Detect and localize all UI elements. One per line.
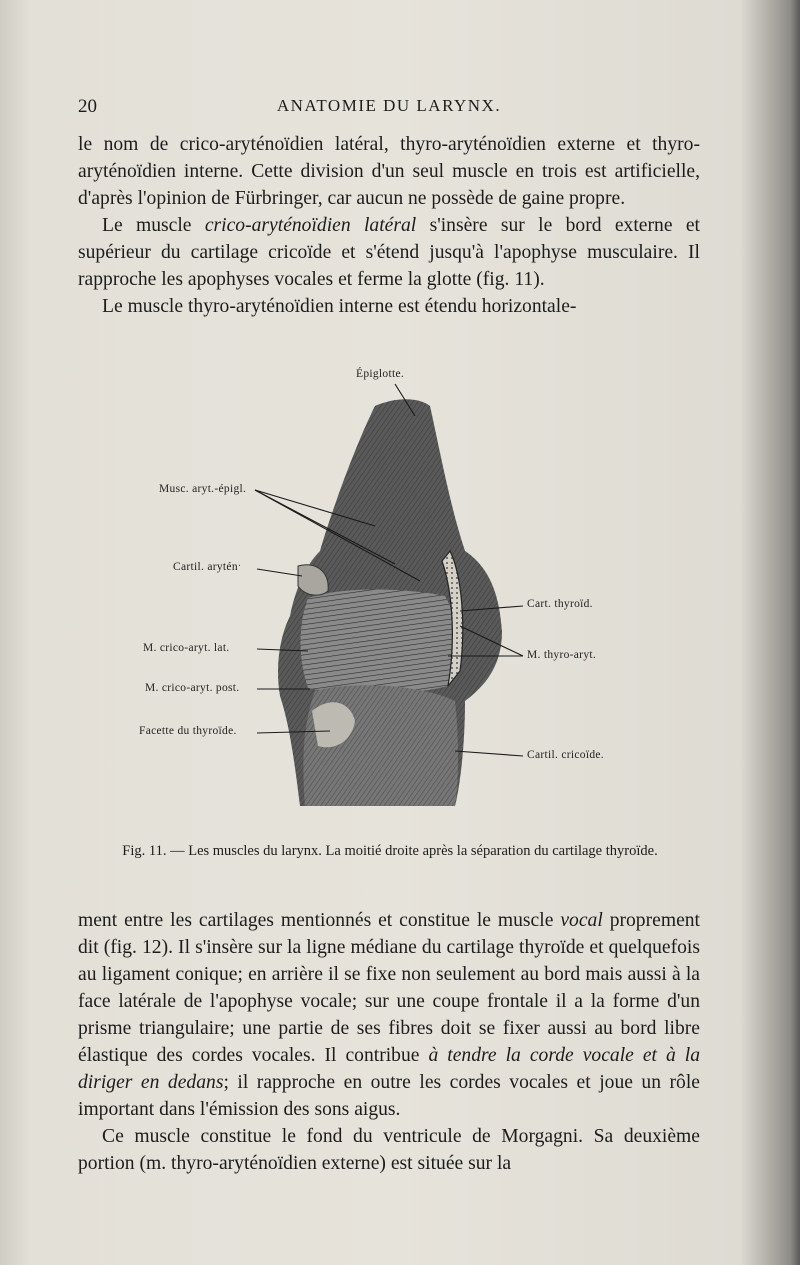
text-run: ; il rapproche en outre les cordes vocales et joue un rôle important dans l'émission des sons aigus.	[78, 1072, 700, 1120]
label-m-crico-aryt-post: M. crico-aryt. post.	[145, 682, 240, 694]
paragraph: Ce muscle constitue le fond du ventricule de Morgagni. Sa deuxième portion (m. thyro-aryténoïdien externe) est située sur la	[78, 1126, 700, 1174]
running-head: ANATOMIE DU LARYNX.	[276, 96, 502, 115]
text-run: proprement dit (fig. 12). Il s'insère sur la ligne médiane du cartilage thyroïde et quelquefois au ligament conique; en arrière il se fixe non seulement au bord mais aussi à la face latérale de l'apophyse vocale; sur une coupe frontale il a la forme d'un prisme triangulaire; une partie de ses fibres doit se fixer aussi au bord libre élastique des cordes vocales. Il contribue	[78, 910, 701, 1066]
text-block-top	[78, 131, 700, 320]
page-header	[78, 96, 700, 120]
italic-phrase: à tendre la corde vocale et à la diriger en dedans	[78, 1045, 700, 1093]
label-cartil-cricoide: Cartil. cricoïde.	[527, 749, 604, 761]
label-cart-thyroid: Cart. thyroïd.	[527, 598, 593, 610]
italic-term: vocal	[560, 910, 603, 931]
text-run: Le muscle	[102, 215, 205, 236]
label-cartil-aryten: Cartil. aryténˑ	[173, 561, 242, 573]
paragraph	[78, 212, 700, 293]
paragraph: Le muscle thyro-aryténoïdien interne est étendu horizontale-	[102, 296, 577, 317]
page-number: 20	[78, 96, 97, 117]
label-m-thyro-aryt: M. thyro-aryt.	[527, 649, 597, 661]
label-m-crico-aryt-lat: M. crico-aryt. lat.	[143, 642, 230, 654]
label-epiglotte: Épiglotte.	[356, 368, 405, 380]
paragraph	[78, 907, 700, 1123]
label-musc-aryt-epigl: Musc. aryt.-épigl.	[159, 483, 247, 495]
figure-caption: Fig. 11. — Les muscles du larynx. La moitié droite après la séparation du cartilage thyroïde.	[122, 843, 658, 859]
label-facette-thyroide: Facette du thyroïde.	[139, 725, 237, 737]
figure-11	[130, 366, 650, 836]
italic-term: crico-aryténoïdien latéral	[204, 215, 417, 236]
muscle-fibers	[301, 590, 458, 694]
text-run: s'insère sur le bord externe et supérieur du cartilage cricoïde et s'étend jusqu'à l'apophyse musculaire. Il rapproche les apophyses vocales et ferme la glotte (fig. 11).	[78, 215, 700, 290]
text-block-bottom	[78, 907, 700, 1177]
text-run: ment entre les cartilages mentionnés et constitue le muscle	[78, 910, 561, 931]
paragraph: le nom de crico-aryténoïdien latéral, thyro-aryténoïdien externe et thyro-aryténoïdien interne. Cette division d'un seul muscle en trois est artificielle, d'après l'opinion de Fürbringer, car aucun ne possède de gaine propre.	[78, 134, 700, 209]
